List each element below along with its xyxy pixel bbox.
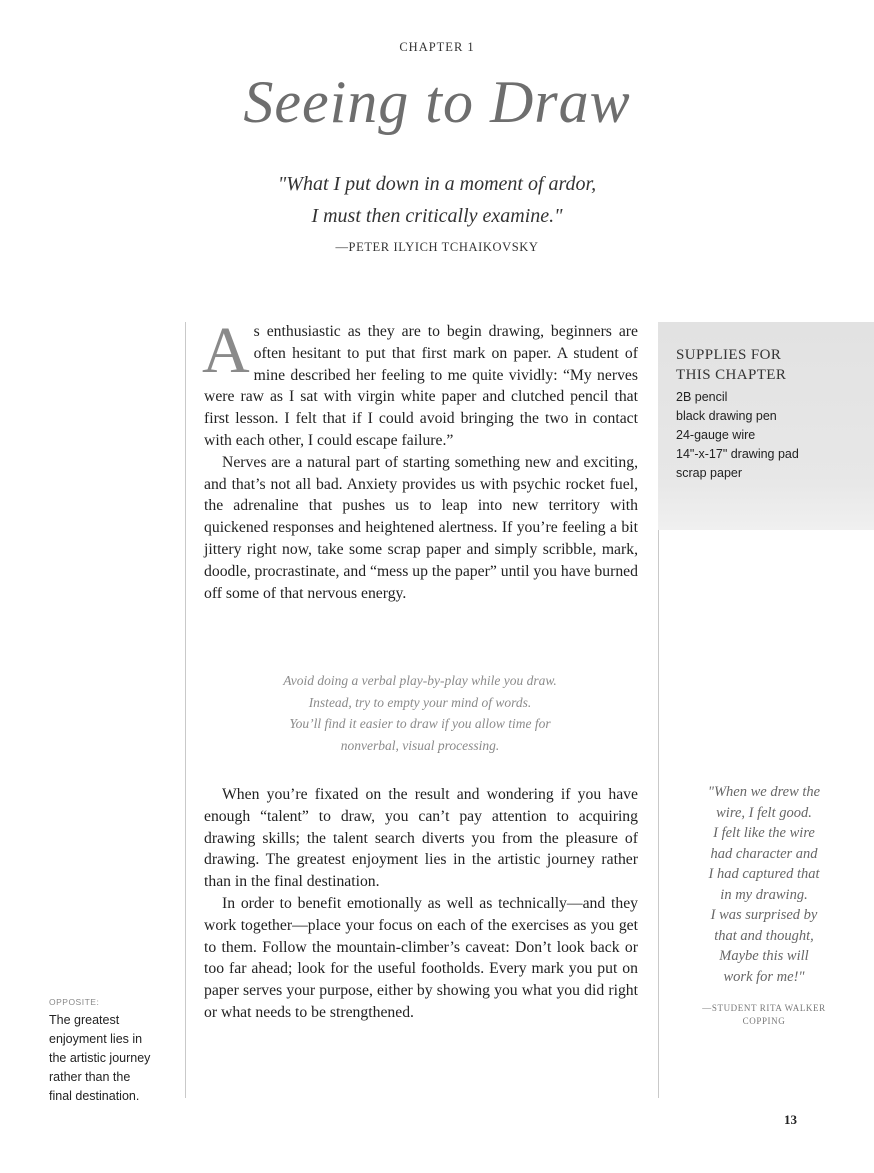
caption-text (49, 1011, 179, 1106)
supplies-heading (676, 345, 856, 385)
caption-line: rather than the (49, 1070, 131, 1084)
chapter-label: CHAPTER 1 (399, 40, 475, 54)
side-quote-line: I had captured that (708, 866, 820, 882)
supplies-list (676, 388, 866, 483)
supply-item: 24-gauge wire (676, 428, 756, 442)
side-quote-line: in my drawing. (720, 886, 808, 903)
side-quote-author-line: —STUDENT RITA WALKER (702, 1003, 826, 1013)
side-quote-line: Maybe this will (719, 948, 809, 964)
pull-quote-line: Instead, try to empty your mind of words. (308, 694, 532, 710)
caption-line: the artistic journey (49, 1051, 151, 1065)
paragraph: In order to benefit emotionally as well as technically—and they work together—place your focus on each of the exercises as you get to them. Follow the mountain-climber’s caveat: Don’t look back or too far ahead; look for the useful footholds. Every mark you put on paper serves your purpose, either by showing you what you did right or what needs to be strengthened. (204, 894, 638, 1021)
supplies-heading-line: SUPPLIES FOR (676, 347, 782, 363)
supply-item: 14"-x-17" drawing pad (676, 447, 799, 461)
supply-item: 2B pencil (676, 390, 728, 404)
body-text-bottom (204, 784, 638, 1024)
side-quote-author-line: COPPING (742, 1016, 786, 1026)
pull-quote-line: nonverbal, visual processing. (340, 737, 500, 753)
side-quote-line: I felt like the wire (713, 825, 815, 841)
side-quote (664, 782, 864, 987)
paragraph: When you’re fixated on the result and wondering if you have enough “talent” to draw, you can’t pay attention to acquiring drawing skills; the talent search diverts you from the pleasure of drawing. The greatest enjoyment lies in the artistic journey rather than in the final destination. (204, 786, 638, 891)
caption-line: enjoyment lies in (49, 1032, 143, 1046)
side-quote-line: "When we drew the (707, 784, 821, 800)
epigraph-line: I must then critically examine." (311, 205, 563, 227)
supply-item: scrap paper (676, 466, 743, 480)
side-quote-author (664, 1002, 864, 1028)
epigraph-author: —PETER ILYICH TCHAIKOVSKY (335, 240, 539, 254)
pull-quote-line: You’ll find it easier to draw if you allow time for (289, 716, 551, 731)
side-quote-line: had character and (710, 845, 818, 862)
chapter-title: Seeing to Draw (243, 69, 631, 135)
side-quote-line: work for me!" (723, 968, 805, 985)
supplies-heading-line: THIS CHAPTER (676, 367, 787, 383)
epigraph (0, 168, 874, 232)
paragraph (202, 314, 638, 452)
pull-quote (220, 670, 620, 756)
caption-label: OPPOSITE: (49, 997, 100, 1007)
caption-line: final destination. (49, 1089, 140, 1103)
page-number: 13 (784, 1112, 797, 1127)
side-quote-line: wire, I felt good. (716, 804, 812, 821)
column-divider-left (185, 322, 186, 1098)
paragraph: Nerves are a natural part of starting something new and exciting, and that’s not all bad. Anxiety provides us with psychic rocket fuel, the adrenaline that pushes us to leap into new territory with quickened responses and heightened alertness. If you’re feeling a bit jittery right now, take some scrap paper and simply scribble, mark, doodle, procrastinate, and “mess up the paper” until you have burned off some of that nervous energy. (204, 453, 638, 602)
caption-line: The greatest (49, 1013, 120, 1027)
side-quote-line: I was surprised by (710, 907, 818, 923)
epigraph-line: "What I put down in a moment of ardor, (277, 173, 597, 195)
side-quote-line: that and thought, (714, 927, 814, 944)
pull-quote-line: Avoid doing a verbal play-by-play while you draw. (283, 673, 557, 688)
paragraph-text: s enthusiastic as they are to begin drawing, beginners are often hesitant to put that first mark on paper. A student of mine described her feeling to me quite vividly: “My nerves were raw as I sat with virgin white paper and clutched pencil that first lesson. I felt that if I could avoid bringing the two in contact with each other, I could escape failure.” (204, 323, 638, 449)
drop-cap: A (202, 314, 250, 387)
supply-item: black drawing pen (676, 409, 777, 423)
body-text-top (202, 314, 638, 604)
